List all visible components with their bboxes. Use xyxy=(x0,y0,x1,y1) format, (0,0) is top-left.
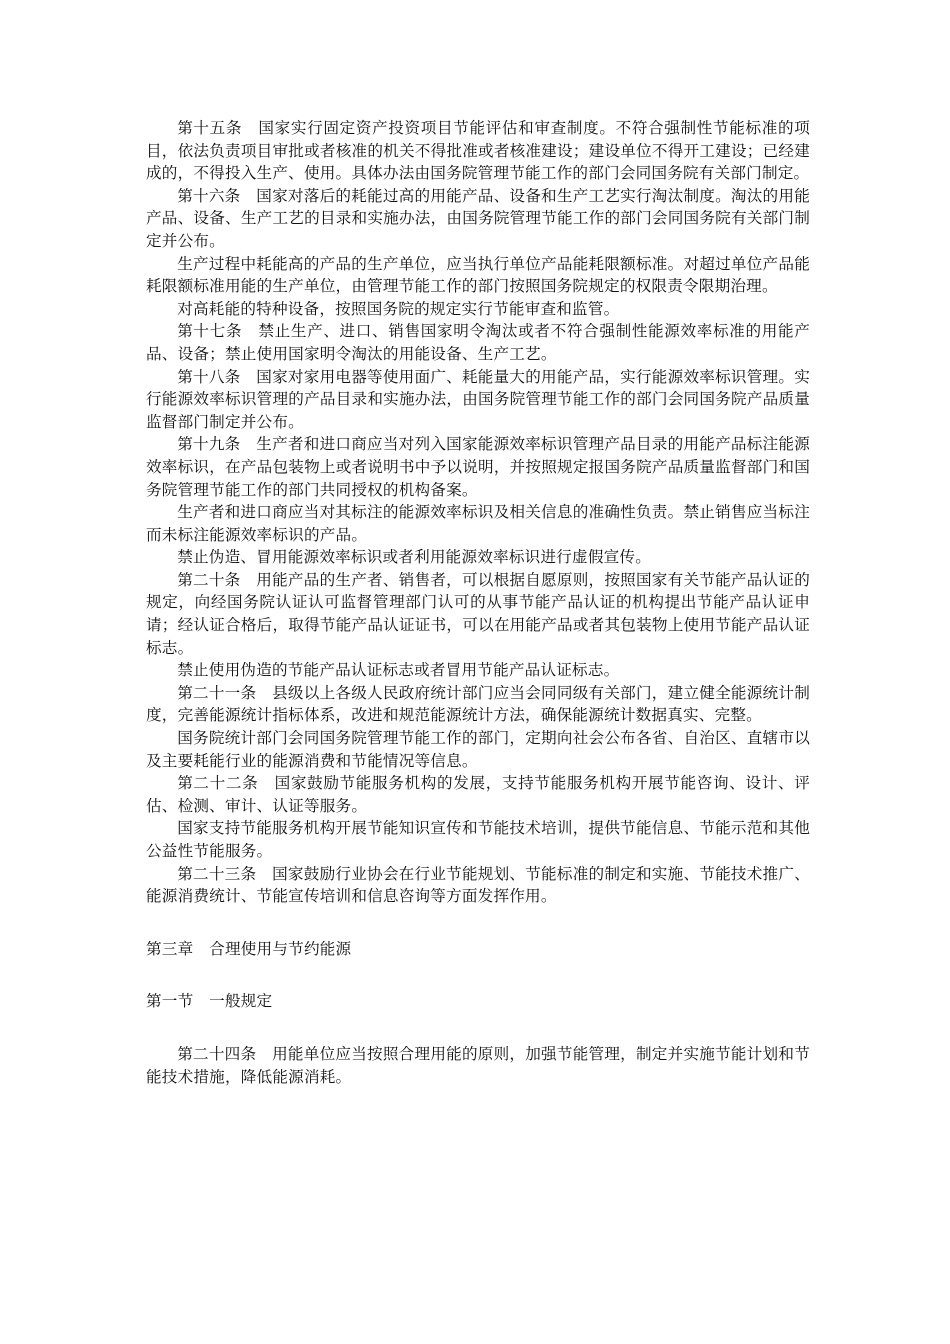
article-19: 第十九条 生产者和进口商应当对列入国家能源效率标识管理产品目录的用能产品标注能源效率标识，在产品包装物上或者说明书中予以说明，并按照规定报国务院产品质量监督部门和国务院管理节能工作的部门共同授权的机构备案。 xyxy=(146,435,810,499)
article-21-para-2: 国务院统计部门会同国务院管理节能工作的部门，定期向社会公布各省、自治区、直辖市以及主要耗能行业的能源消费和节能情况等信息。 xyxy=(146,729,810,770)
article-19-para-2: 生产者和进口商应当对其标注的能源效率标识及相关信息的准确性负责。禁止销售应当标注而未标注能源效率标识的产品。 xyxy=(146,503,810,544)
article-19-para-3: 禁止伪造、冒用能源效率标识或者利用能源效率标识进行虚假宣传。 xyxy=(177,548,652,567)
document-body xyxy=(146,117,810,1088)
section-heading: 第一节 一般规定 xyxy=(146,992,273,1011)
article-22-para-2: 国家支持节能服务机构开展节能知识宣传和节能技术培训，提供节能信息、节能示范和其他公益性节能服务。 xyxy=(146,819,810,860)
article-23: 第二十三条 国家鼓励行业协会在行业节能规划、节能标准的制定和实施、节能技术推广、能源消费统计、节能宣传培训和信息咨询等方面发挥作用。 xyxy=(146,864,810,906)
article-18: 第十八条 国家对家用电器等使用面广、耗能量大的用能产品，实行能源效率标识管理。实行能源效率标识管理的产品目录和实施办法，由国务院管理节能工作的部门会同国务院产品质量监督部门制定并公布。 xyxy=(146,367,810,431)
article-20-para-2: 禁止使用伪造的节能产品认证标志或者冒用节能产品认证标志。 xyxy=(177,661,620,680)
article-17: 第十七条 禁止生产、进口、销售国家明令淘汰或者不符合强制性能源效率标准的用能产品、设备；禁止使用国家明令淘汰的用能设备、生产工艺。 xyxy=(146,322,810,363)
article-21: 第二十一条 县级以上各级人民政府统计部门应当会同同级有关部门，建立健全能源统计制度，完善能源统计指标体系，改进和规范能源统计方法，确保能源统计数据真实、完整。 xyxy=(146,683,810,725)
article-24: 第二十四条 用能单位应当按照合理用能的原则，加强节能管理，制定并实施节能计划和节能技术措施，降低能源消耗。 xyxy=(146,1044,810,1086)
article-16-para-3: 对高耗能的特种设备，按照国务院的规定实行节能审查和监管。 xyxy=(177,299,620,318)
article-22: 第二十二条 国家鼓励节能服务机构的发展，支持节能服务机构开展节能咨询、设计、评估、检测、审计、认证等服务。 xyxy=(146,774,810,815)
article-16-para-2: 生产过程中耗能高的产品的生产单位，应当执行单位产品能耗限额标准。对超过单位产品能耗限额标准用能的生产单位，由管理节能工作的部门按照国务院规定的权限责令限期治理。 xyxy=(146,254,810,296)
article-20: 第二十条 用能产品的生产者、销售者，可以根据自愿原则，按照国家有关节能产品认证的规定，向经国务院认证认可监督管理部门认可的从事节能产品认证的机构提出节能产品认证申请；经认证合格后，取得节能产品认证证书，可以在用能产品或者其包装物上使用节能产品认证标志。 xyxy=(146,570,810,657)
article-16: 第十六条 国家对落后的耗能过高的用能产品、设备和生产工艺实行淘汰制度。淘汰的用能产品、设备、生产工艺的目录和实施办法，由国务院管理节能工作的部门会同国务院有关部门制定并公布。 xyxy=(146,186,810,250)
article-15: 第十五条 国家实行固定资产投资项目节能评估和审查制度。不符合强制性节能标准的项目，依法负责项目审批或者核准的机关不得批准或者核准建设；建设单位不得开工建设；已经建成的，不得投入生产、使用。具体办法由国务院管理节能工作的部门会同国务院有关部门制定。 xyxy=(146,119,810,183)
chapter-heading: 第三章 合理使用与节约能源 xyxy=(146,939,352,958)
